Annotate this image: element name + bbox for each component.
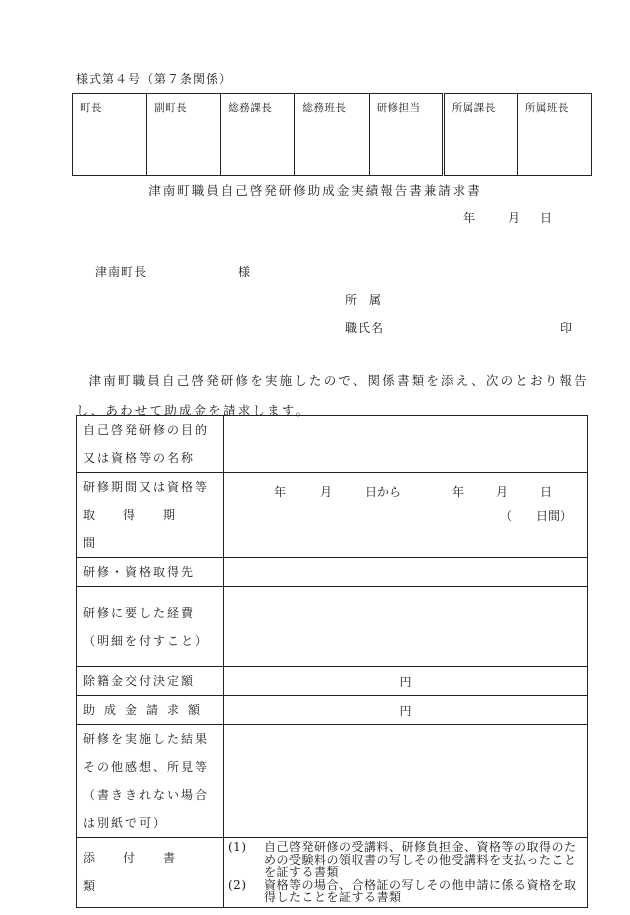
approval-cell-mayor: 町長 [73,94,147,176]
period-value[interactable] [224,473,588,558]
seal-mark: 印 [560,321,573,335]
approval-cell-deputy-mayor: 副町長 [147,94,221,176]
result-label-line4: は別紙で可） [83,816,168,830]
purpose-value[interactable] [224,416,588,473]
provider-label: 研修・資格取得先 [77,558,224,587]
result-label-line2: その他感想、所見等 [83,760,210,774]
result-value[interactable] [224,725,588,838]
request-amount-yen[interactable]: 円 [224,696,588,725]
period-label-line2: 取得期間 [83,508,204,550]
addressee-honorific: 様 [238,265,251,279]
period-from-month: 月 [320,485,333,499]
approval-cell-training-officer: 研修担当 [369,94,443,176]
purpose-label [77,416,224,473]
period-label-line1: 研修期間又は資格等 [83,480,210,494]
period-from-year: 年 [274,485,287,499]
approval-cell-general-affairs-leader: 総務班長 [295,94,369,176]
decision-amount-label: 除籍金交付決定額 [77,667,224,696]
purpose-label-line2: 又は資格等の名称 [83,451,196,465]
period-label [77,473,224,558]
approval-stamp-table [72,93,592,176]
cost-label-line2: （明細を付すこと） [83,633,210,648]
approval-cell-dept-leader: 所属班長 [517,94,591,176]
period-days: （ 日間） [500,509,573,523]
approval-cell-general-affairs-chief: 総務課長 [221,94,295,176]
period-to-month: 月 [496,485,509,499]
body-text: 津南町職員自己啓発研修を実施したので、関係書類を添え、次のとおり報告し、あわせて助成金を請求します。 [76,373,589,418]
approval-cell-dept-chief: 所属課長 [443,94,517,176]
cost-label-line1: 研修に要した経費 [83,605,196,620]
period-to-day: 日 [540,485,553,499]
attachments-label: 添付書類 [77,838,224,908]
attachment-num: (2) [228,877,247,892]
date-month: 月 [508,211,521,225]
cost-label [77,587,224,667]
attachment-text: 自己啓発研修の受講料、研修負担金、資格等の取得のための受験料の領収書の写しその他受講料を支払ったことを証する書類 [264,840,577,879]
applicant-name-label: 職氏名 [345,321,385,335]
request-amount-label: 助成金請求額 [77,696,224,725]
document-title: 津南町職員自己啓発研修助成金実績報告書兼請求書 [148,183,482,198]
attachment-num: (1) [228,840,247,854]
date-year: 年 [463,211,476,225]
period-from-day: 日から [365,485,402,499]
attachment-item [228,841,581,879]
report-table [76,415,588,908]
cost-value[interactable] [224,587,588,667]
attachment-item [228,879,581,904]
result-label-line3: （書ききれない場合 [83,788,210,802]
applicant-affiliation-label: 所 属 [345,293,382,307]
attachments-list [224,838,588,908]
attachment-text: 資格等の場合、合格証の写しその他申請に係る資格を取得したことを証する書類 [264,877,577,904]
purpose-label-line1: 自己啓発研修の目的 [83,423,210,437]
provider-value[interactable] [224,558,588,587]
period-to-year: 年 [452,485,465,499]
form-number: 様式第４号（第７条関係） [76,72,233,86]
result-label-line1: 研修を実施した結果 [83,732,210,746]
date-day: 日 [540,211,553,225]
decision-amount-yen[interactable]: 円 [224,667,588,696]
addressee-name: 津南町長 [95,265,148,279]
result-label [77,725,224,838]
